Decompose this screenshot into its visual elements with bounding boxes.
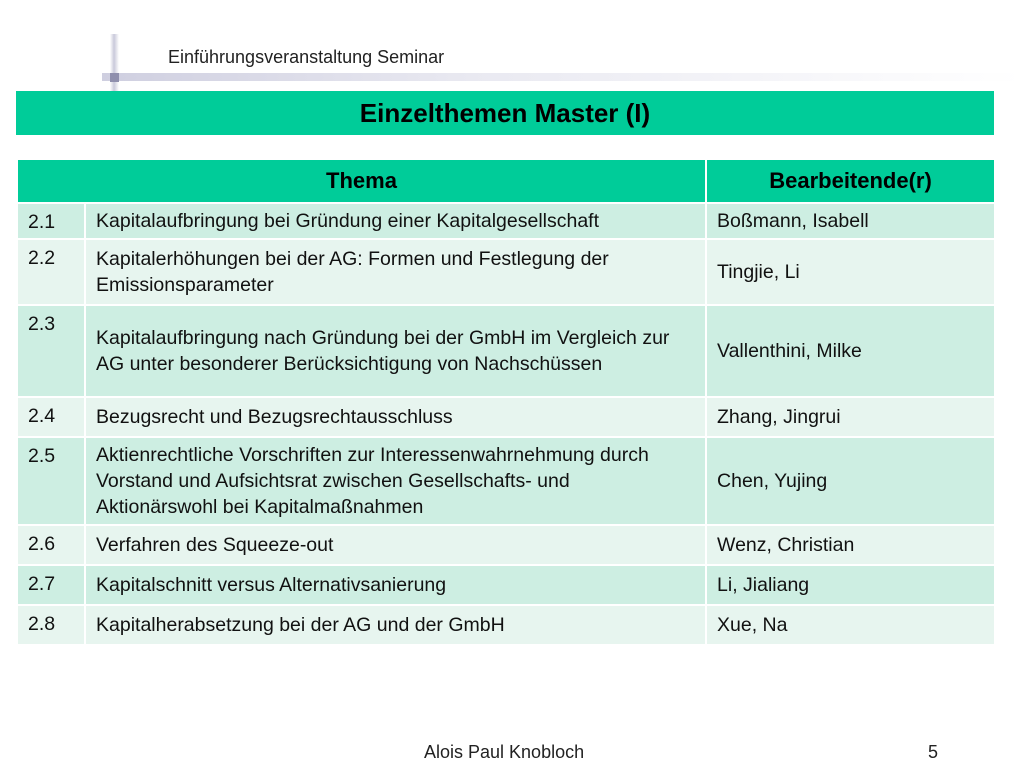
topic-title: Aktienrechtliche Vorschriften zur Interessenwahrnehmung durch Vorstand und Aufsichtsrat zwischen Gesellschafts- und Aktionärswohl bei Kapitalmaßnahmen bbox=[85, 437, 706, 525]
topic-number: 2.8 bbox=[17, 605, 85, 645]
decorative-vertical-bar bbox=[110, 34, 119, 94]
table-row bbox=[17, 397, 995, 437]
slide-title: Einzelthemen Master (I) bbox=[16, 91, 994, 135]
topic-author: Tingjie, Li bbox=[706, 239, 995, 305]
topic-author: Xue, Na bbox=[706, 605, 995, 645]
column-header-topic: Thema bbox=[17, 159, 706, 203]
table-row bbox=[17, 437, 995, 525]
decorative-corner-square bbox=[110, 73, 119, 82]
topic-author: Zhang, Jingrui bbox=[706, 397, 995, 437]
topic-title: Bezugsrecht und Bezugsrechtausschluss bbox=[85, 397, 706, 437]
seminar-title: Einführungsveranstaltung Seminar bbox=[168, 47, 445, 67]
topics-table bbox=[16, 158, 996, 646]
table-row bbox=[17, 239, 995, 305]
topic-number: 2.7 bbox=[17, 565, 85, 605]
topic-number: 2.4 bbox=[17, 397, 85, 437]
topic-title: Kapitalaufbringung bei Gründung einer Kapitalgesellschaft bbox=[85, 203, 706, 239]
table-header-row bbox=[17, 159, 995, 203]
topic-author: Boßmann, Isabell bbox=[706, 203, 995, 239]
decorative-horizontal-bar bbox=[102, 73, 1022, 81]
topic-number: 2.3 bbox=[17, 305, 85, 397]
table-row bbox=[17, 203, 995, 239]
topic-number: 2.6 bbox=[17, 525, 85, 565]
topic-title: Kapitalaufbringung nach Gründung bei der GmbH im Vergleich zur AG unter besonderer Berücksichtigung von Nachschüssen bbox=[85, 305, 706, 397]
topic-title: Kapitalerhöhungen bei der AG: Formen und Festlegung der Emissionsparameter bbox=[85, 239, 706, 305]
table-row bbox=[17, 305, 995, 397]
topic-number: 2.1 bbox=[17, 203, 85, 239]
topic-author: Chen, Yujing bbox=[706, 437, 995, 525]
column-header-author: Bearbeitende(r) bbox=[706, 159, 995, 203]
topic-author: Vallenthini, Milke bbox=[706, 305, 995, 397]
topic-author: Li, Jialiang bbox=[706, 565, 995, 605]
table-row bbox=[17, 525, 995, 565]
topic-number: 2.2 bbox=[17, 239, 85, 305]
topic-title: Kapitalherabsetzung bei der AG und der GmbH bbox=[85, 605, 706, 645]
table-row bbox=[17, 605, 995, 645]
topic-author: Wenz, Christian bbox=[706, 525, 995, 565]
table-row bbox=[17, 565, 995, 605]
topic-number: 2.5 bbox=[17, 437, 85, 525]
topic-title: Verfahren des Squeeze-out bbox=[85, 525, 706, 565]
topic-title: Kapitalschnitt versus Alternativsanierung bbox=[85, 565, 706, 605]
footer-author: Alois Paul Knobloch bbox=[424, 742, 585, 762]
page-number: 5 bbox=[928, 742, 939, 762]
